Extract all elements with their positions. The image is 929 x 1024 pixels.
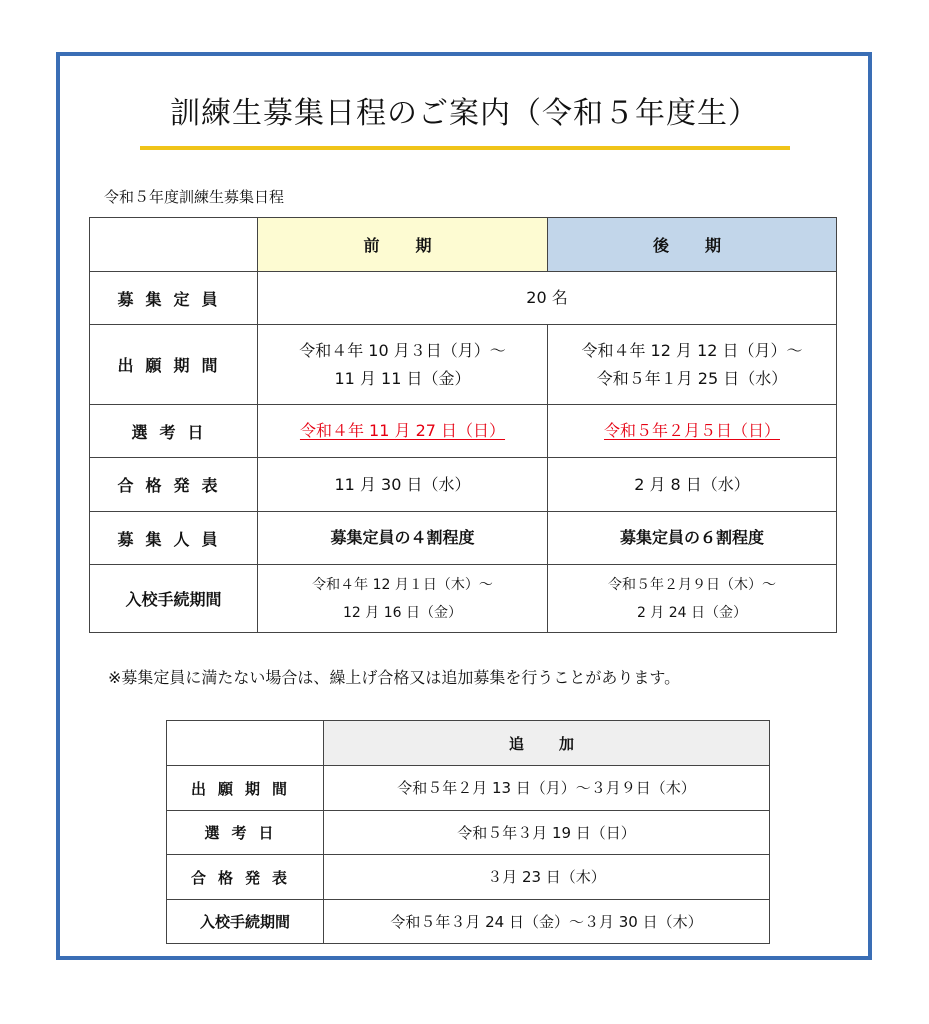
table-row <box>90 458 837 512</box>
additional-table <box>166 720 770 944</box>
recruit-back: 募集定員の６割程度 <box>548 512 837 565</box>
additional-enrollment-value: 令和５年３月 24 日（金）～３月 30 日（木） <box>324 900 770 944</box>
result-front: 11 月 30 日（水） <box>258 458 548 512</box>
row-label-exam: 選考日 <box>167 811 324 855</box>
row-label-application: 出願期間 <box>167 766 324 811</box>
table-row <box>90 272 837 325</box>
footnote: ※募集定員に満たない場合は、繰上げ合格又は追加募集を行うことがあります。 <box>108 668 681 687</box>
application-front-line1: 令和４年 10 月３日（月）～ <box>299 340 506 360</box>
row-label-capacity: 募集定員 <box>90 272 258 325</box>
page-title: 訓練生募集日程のご案内（令和５年度生） <box>170 96 759 131</box>
table-header-row <box>90 218 837 272</box>
table-row <box>90 565 837 633</box>
application-back-line2: 令和５年１月 25 日（水） <box>596 368 788 388</box>
title-underline <box>140 146 790 150</box>
row-label-exam: 選考日 <box>90 405 258 458</box>
table-row <box>167 766 770 811</box>
table-row <box>167 855 770 900</box>
exam-front-date: 令和４年 11 月 27 日（日） <box>299 421 506 440</box>
row-label-result: 合格発表 <box>90 458 258 512</box>
schedule-subtitle: 令和５年度訓練生募集日程 <box>104 188 285 206</box>
exam-back-date: 令和５年２月５日（日） <box>603 421 780 440</box>
row-label-enrollment: 入校手続期間 <box>90 565 258 633</box>
enrollment-back-line2: 2 月 24 日（金） <box>636 604 748 621</box>
row-label-application: 出願期間 <box>90 325 258 405</box>
schedule-table <box>89 217 837 633</box>
application-front-line2: 11 月 11 日（金） <box>334 368 471 388</box>
additional-exam-value: 令和５年３月 19 日（日） <box>324 811 770 855</box>
capacity-value: 20 名 <box>258 272 837 325</box>
enrollment-front-line1: 令和４年 12 月１日（木）～ <box>312 576 493 593</box>
enrollment-back <box>548 565 837 633</box>
row-label-recruit: 募集人員 <box>90 512 258 565</box>
table-row <box>167 811 770 855</box>
table-header-row <box>167 721 770 766</box>
table-row <box>167 900 770 944</box>
exam-back <box>548 405 837 458</box>
header-additional: 追 加 <box>324 721 770 766</box>
recruit-front: 募集定員の４割程度 <box>258 512 548 565</box>
application-back-line1: 令和４年 12 月 12 日（月）～ <box>581 340 803 360</box>
header-front-term: 前 期 <box>258 218 548 272</box>
header-empty-cell <box>90 218 258 272</box>
additional-result-value: ３月 23 日（木） <box>324 855 770 900</box>
enrollment-front <box>258 565 548 633</box>
table-row <box>90 512 837 565</box>
enrollment-front-line2: 12 月 16 日（金） <box>343 604 462 621</box>
table-row <box>90 405 837 458</box>
additional-application-value: 令和５年２月 13 日（月）～３月９日（木） <box>324 766 770 811</box>
row-label-result: 合格発表 <box>167 855 324 900</box>
table-row <box>90 325 837 405</box>
result-back: 2 月 8 日（水） <box>548 458 837 512</box>
row-label-enrollment: 入校手続期間 <box>167 900 324 944</box>
exam-front <box>258 405 548 458</box>
header-empty-cell <box>167 721 324 766</box>
enrollment-back-line1: 令和５年２月９日（木）～ <box>608 576 776 593</box>
application-front <box>258 325 548 405</box>
application-back <box>548 325 837 405</box>
header-back-term: 後 期 <box>548 218 837 272</box>
